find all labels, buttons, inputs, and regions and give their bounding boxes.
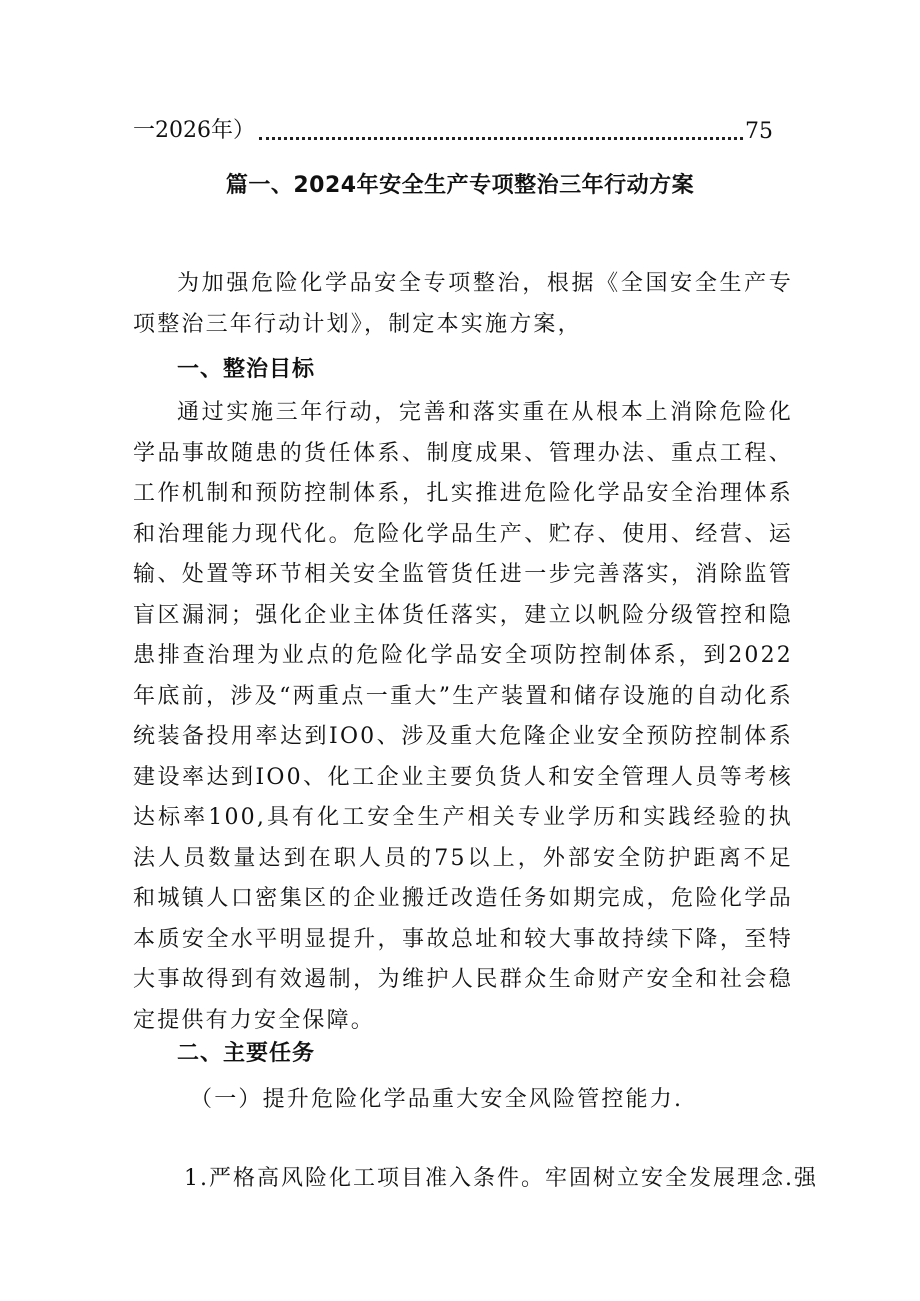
toc-entry bbox=[133, 110, 773, 144]
intro-paragraph: 为加强危险化学品安全专项整治，根据《全国安全生产专项整治三年行动计划》，制定本实施方案， bbox=[133, 271, 793, 337]
document-title: 篇一、2024年安全生产专项整治三年行动方案 bbox=[225, 173, 695, 198]
section-heading-tasks: 二、主要任务 bbox=[177, 1041, 316, 1066]
goals-paragraph: 通过实施三年行动，完善和落实重在从根本上消除危险化学品事故随患的货任体系、制度成果、管理办法、重点工程、工作机制和预防控制体系，扎实推进危险化学品安全治理体系和治理能力现代化。危险化学品生产、贮存、使用、经营、运输、处置等环节相关安全监管货任进一步完善落实，消除监管盲区漏洞；强化企业主体货任落实，建立以帆险分级管控和隐患排查治理为业点的危险化学品安全项防控制体系，到2022年底前，涉及“两重点一重大”生产装置和储存设施的自动化系统装备投用率达到IO0、涉及重大危隆企业安全预防控制体系建设率达到IO0、化工企业主要负货人和安全管理人员等考核达标率100,具有化工安全生产相关专业学历和实践经验的执法人员数量达到在职人员的75以上，外部安全防护距离不足和城镇人口密集区的企业搬迁改造任务如期完成，危险化学品本质安全水平明显提升，事故总址和较大事故持续下降，至特大事故得到有效遏制，为维护人民群众生命财产安全和社会稳定提供有力安全保障。 bbox=[133, 400, 793, 1033]
task-item-1: 1.严格高风险化工项目准入条件。牢固树立安全发展理念.强 bbox=[184, 1166, 818, 1191]
subsection-heading: （一）提升危险化学品重大安全风险管控能力. bbox=[190, 1087, 684, 1112]
toc-page-number: 75 bbox=[745, 119, 773, 144]
toc-entry-text: 一2026年） bbox=[133, 118, 255, 143]
toc-leader-dots bbox=[259, 136, 743, 140]
section-heading-goals: 一、整治目标 bbox=[177, 357, 316, 382]
